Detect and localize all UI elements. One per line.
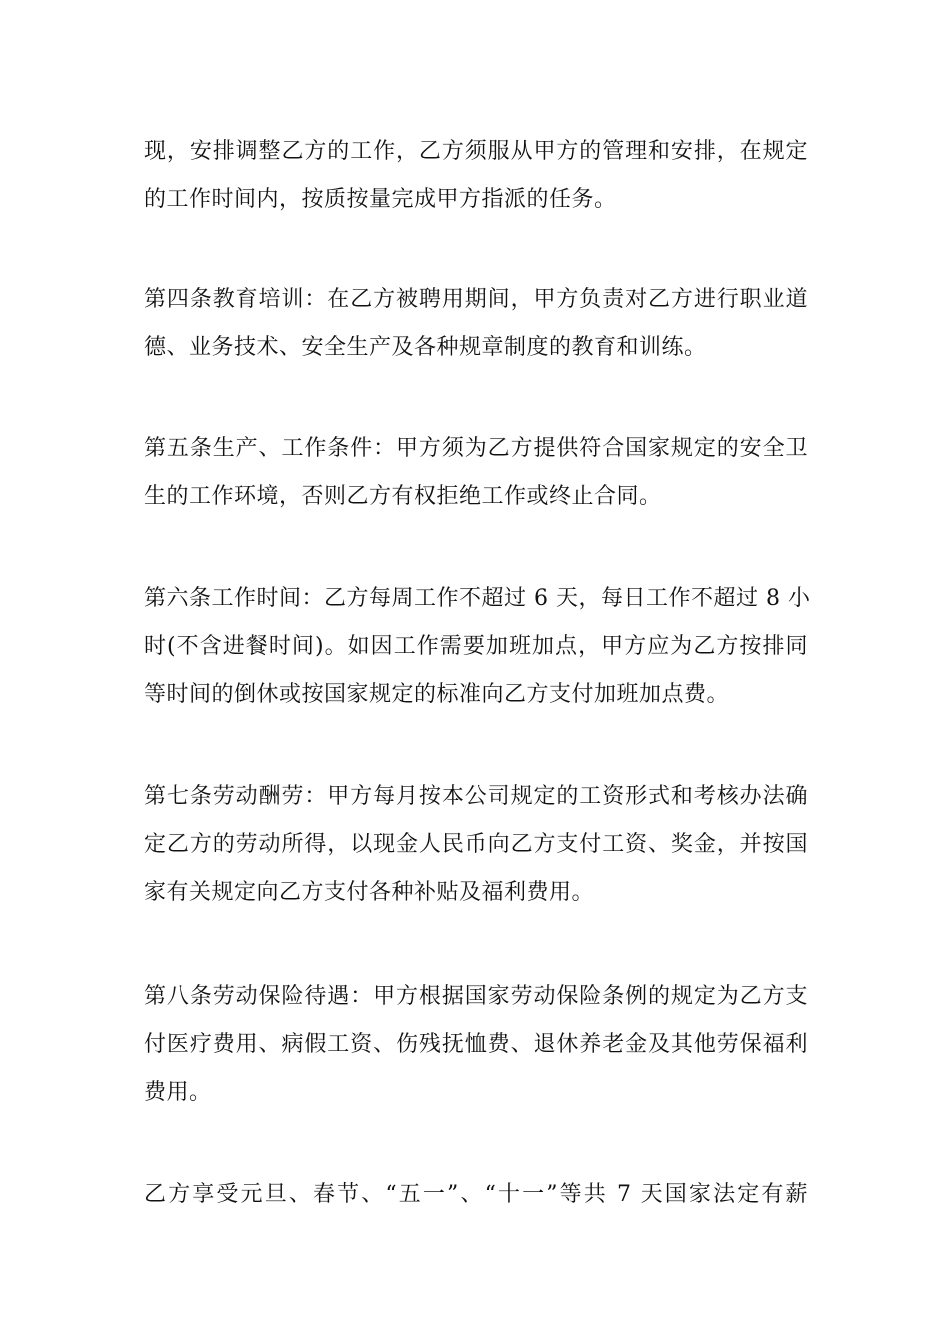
paragraph-line: 第六条工作时间：乙方每周工作不超过 6 天，每日工作不超过 8 小	[144, 586, 811, 611]
paragraph-line: 生的工作环境，否则乙方有权拒绝工作或终止合同。	[144, 484, 662, 509]
paragraph-line: 时(不含进餐时间)。如因工作需要加班加点，甲方应为乙方按排同	[144, 634, 808, 659]
paragraph-article-6	[144, 575, 811, 719]
paragraph-line: 第五条生产、工作条件：甲方须为乙方提供符合国家规定的安全卫	[144, 436, 808, 461]
paragraph-line: 第八条劳动保险待遇：甲方根据国家劳动保险条例的规定为乙方支	[144, 984, 808, 1009]
paragraph-line: 第七条劳动酬劳：甲方每月按本公司规定的工资形式和考核办法确	[144, 784, 808, 809]
paragraph-line: 定乙方的劳动所得，以现金人民币向乙方支付工资、奖金，并按国	[144, 832, 808, 857]
paragraph-line: 德、业务技术、安全生产及各种规章制度的教育和训练。	[144, 335, 707, 360]
paragraph-article-4	[144, 276, 808, 372]
paragraph-line: 等时间的倒休或按国家规定的标准向乙方支付加班加点费。	[144, 682, 730, 707]
paragraph-article-8	[144, 973, 808, 1117]
paragraph-line: 付医疗费用、病假工资、伤残抚恤费、退休养老金及其他劳保福利	[144, 1032, 808, 1057]
paragraph-line: 的工作时间内，按质按量完成甲方指派的任务。	[144, 187, 617, 212]
paragraph-article-7	[144, 773, 808, 917]
paragraph-line: 第四条教育培训：在乙方被聘用期间，甲方负责对乙方进行职业道	[144, 287, 808, 312]
paragraph-article-5	[144, 425, 808, 521]
paragraph-1	[144, 128, 808, 224]
paragraph-line: 现，安排调整乙方的工作，乙方须服从甲方的管理和安排，在规定	[144, 139, 808, 164]
paragraph-line: 费用。	[144, 1080, 212, 1105]
paragraph-holidays	[144, 1171, 808, 1219]
paragraph-line: 乙方享受元旦、春节、“五一”、“十一”等共 7 天国家法定有薪	[144, 1182, 808, 1207]
paragraph-line: 家有关规定向乙方支付各种补贴及福利费用。	[144, 880, 595, 905]
